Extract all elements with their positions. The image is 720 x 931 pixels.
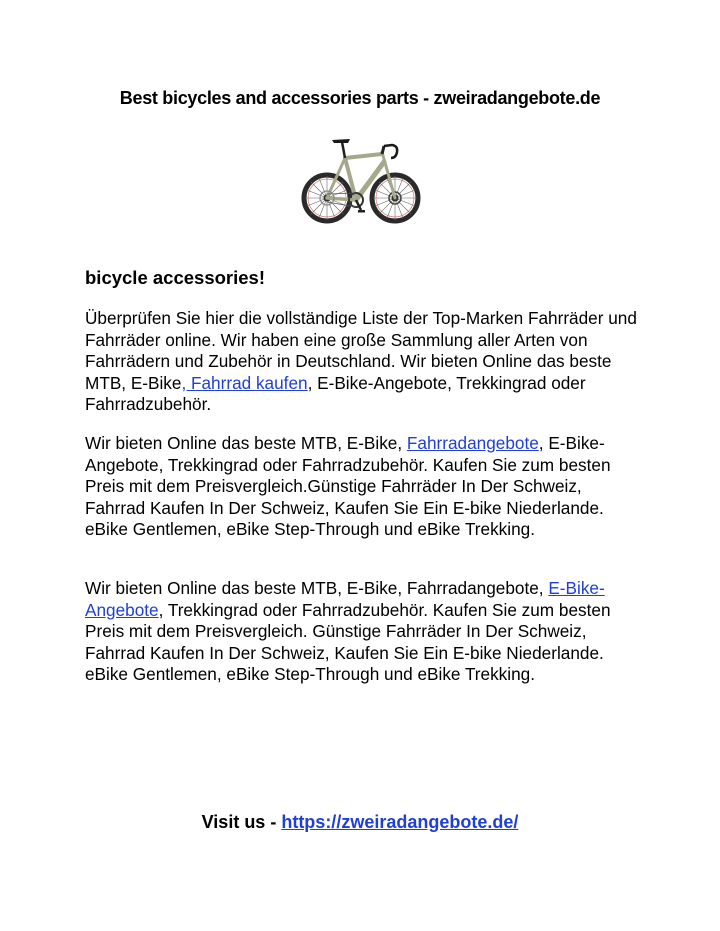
e-bike-angebote-link[interactable]: E-Bike-Angebote — [85, 578, 605, 620]
paragraph-2-text-after: , E-Bike-Angebote, Trekkingrad oder Fahrradzubehör. Kaufen Sie zum besten Preis mit dem Preisvergleich.Günstige Fahrräder In Der Schweiz, Fahrrad Kaufen In Der Schweiz, Kaufen Sie Ein E-bike Niederlande. eBike Gentlemen, eBike Step-Through und eBike Trekking. — [85, 433, 611, 539]
paragraph-2-text-before: Wir bieten Online das beste MTB, E-Bike, — [85, 433, 407, 453]
paragraph-3 — [85, 578, 645, 686]
paragraph-1-text-before: Überprüfen Sie hier die vollständige Liste der Top-Marken Fahrräder und Fahrräder online. Wir haben eine große Sammlung aller Arten von Fahrrädern und Zubehör in Deutschland. Wir bieten Online das beste MTB, E-Bike — [85, 308, 637, 393]
footer-label: Visit us - — [201, 812, 282, 832]
footer-visit-us — [0, 810, 720, 834]
page-title: Best bicycles and accessories parts - zweiradangebote.de — [119, 88, 601, 108]
fahrrad-kaufen-link[interactable]: , Fahrrad kaufen — [181, 372, 308, 393]
paragraph-3-text-after: , Trekkingrad oder Fahrradzubehör. Kaufen Sie zum besten Preis mit dem Preisvergleich. Günstige Fahrräder In Der Schweiz, Fahrrad Kaufen In Der Schweiz, Kaufen Sie Ein E-bike Niederlande. eBike Gentlemen, eBike Step-Through und eBike Trekking. — [85, 599, 611, 684]
fahrradangebote-link[interactable]: Fahrradangebote — [406, 433, 539, 453]
bicycle-image — [300, 128, 422, 240]
paragraph-2 — [85, 433, 645, 541]
paragraph-1 — [85, 308, 645, 416]
paragraph-1-text-after: , E-Bike-Angebote, Trekkingrad oder Fahrradzubehör. — [85, 372, 586, 414]
website-link[interactable]: https://zweiradangebote.de/ — [281, 812, 519, 832]
paragraph-3-text-before: Wir bieten Online das beste MTB, E-Bike, Fahrradangebote, — [85, 578, 549, 598]
handlebar — [384, 145, 397, 158]
saddle — [332, 139, 350, 143]
section-heading: bicycle accessories! — [85, 267, 265, 288]
